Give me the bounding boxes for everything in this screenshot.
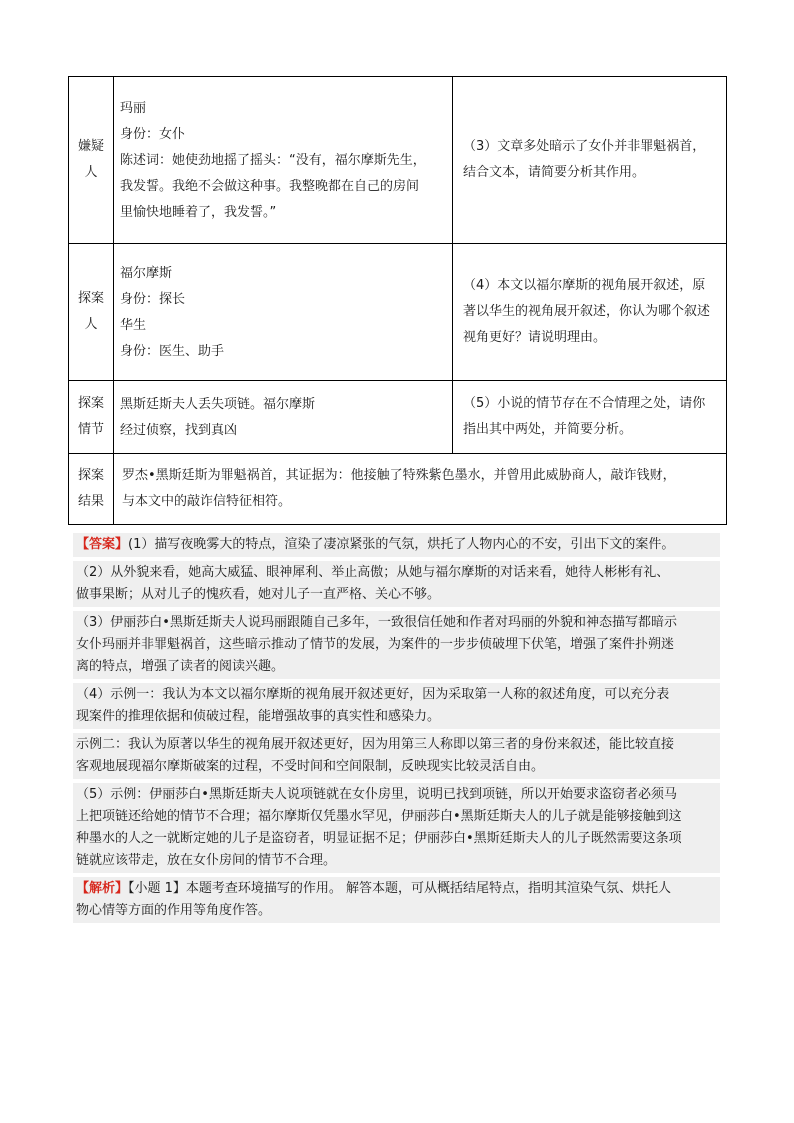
question-5 <box>453 381 727 454</box>
question-line: （5）小说的情节存在不合情理之处，请你 <box>463 396 706 411</box>
label-line: 情节 <box>77 422 104 437</box>
label-line: 探案 <box>77 468 104 483</box>
answer-text: 客观地展现福尔摩斯破案的过程，不受时间和空间限制，反映现实比较灵活自由。 <box>76 759 545 774</box>
info-line: 我发誓。我绝不会做这种事。我整晚都在自己的房间 <box>120 179 420 194</box>
answer-text: 女仆玛丽并非罪魁祸首，这些暗示推动了情节的发展，为案件的一步步侦破埋下伏笔，增强了案件扑朔迷 <box>76 637 675 652</box>
answer-text: 做事果断；从对儿子的愧疚看，她对儿子一直严格、关心不够。 <box>76 587 441 602</box>
table-row <box>69 454 727 525</box>
info-line: 玛丽 <box>120 101 147 116</box>
question-4 <box>453 244 727 381</box>
answer-text: （4）示例一：我认为本文以福尔摩斯的视角展开叙述更好，因为采取第一人称的叙述角度，可以充分表 <box>76 687 670 702</box>
answer-q4-example2 <box>73 733 720 779</box>
answer-q3 <box>73 611 720 679</box>
info-line: 身份：女仆 <box>120 127 186 142</box>
info-line: 黑斯廷斯夫人丢失项链。福尔摩斯 <box>120 397 316 412</box>
question-line: 著以华生的视角展开叙述，你认为哪个叙述 <box>463 304 711 319</box>
answer-text: 离的特点，增强了读者的阅读兴趣。 <box>76 659 285 674</box>
row-label <box>69 77 114 244</box>
answer-text: 上把项链还给她的情节不合理；福尔摩斯仅凭墨水罕见，伊丽莎白•黑斯廷斯夫人的儿子就是能够接触到这 <box>76 809 682 824</box>
answer-tag: 【答案】 <box>76 537 129 552</box>
result-info <box>114 454 727 525</box>
row-label <box>69 454 114 525</box>
answer-q5 <box>73 783 720 873</box>
label-line: 结果 <box>77 494 104 509</box>
case-table <box>68 76 727 525</box>
analysis <box>73 877 720 923</box>
answer-text: 【小题 1】本题考查环境描写的作用。 解答本题，可从概括结尾特点，指明其渲染气氛、烘托人 <box>128 881 672 896</box>
answer-text: 种墨水的人之一就断定她的儿子是盗窃者，明显证据不足；伊丽莎白•黑斯廷斯夫人的儿子既然需要这条项 <box>76 831 682 846</box>
suspect-info <box>114 77 453 244</box>
info-line: 华生 <box>120 318 147 333</box>
answer-q1 <box>73 533 720 557</box>
question-line: 视角更好？请说明理由。 <box>463 330 607 345</box>
info-line: 与本文中的敲诈信特征相符。 <box>122 494 292 509</box>
info-line: 福尔摩斯 <box>120 266 173 281</box>
info-line: 罗杰•黑斯廷斯为罪魁祸首，其证据为：他接触了特殊紫色墨水，并曾用此威胁商人，敲诈钱财， <box>122 468 676 483</box>
answer-text: (1）描写夜晚雾大的特点，渲染了凄凉紧张的气氛，烘托了人物内心的不安，引出下文的案件。 <box>128 537 675 552</box>
answer-section <box>73 533 720 927</box>
answer-text: 链就应该带走，放在女仆房间的情节不合理。 <box>76 853 337 868</box>
question-line: （3）文章多处暗示了女仆并非罪魁祸首， <box>463 139 706 154</box>
answer-q2 <box>73 561 720 607</box>
table-row <box>69 381 727 454</box>
plot-info <box>114 381 453 454</box>
detective-info <box>114 244 453 381</box>
question-3 <box>453 77 727 244</box>
table-row <box>69 77 727 244</box>
info-line: 身份：医生、助手 <box>120 344 225 359</box>
label-line: 嫌疑 <box>77 139 104 154</box>
info-line: 经过侦察，找到真凶 <box>120 423 238 438</box>
answer-text: （5）示例：伊丽莎白•黑斯廷斯夫人说项链就在女仆房里，说明已找到项链，所以开始要求盗窃者必须马 <box>76 787 677 802</box>
row-label <box>69 381 114 454</box>
analysis-tag: 【解析】 <box>76 881 129 896</box>
question-line: （4）本文以福尔摩斯的视角展开叙述，原 <box>463 278 706 293</box>
info-line: 陈述词：她使劲地摇了摇头：“没有，福尔摩斯先生， <box>120 153 426 168</box>
answer-text: 示例二：我认为原著以华生的视角展开叙述更好，因为用第三人称即以第三者的身份来叙述，能比较直接 <box>76 737 675 752</box>
row-label <box>69 244 114 381</box>
label-line: 人 <box>84 317 98 332</box>
answer-text: 物心情等方面的作用等角度作答。 <box>76 903 272 918</box>
label-line: 人 <box>84 165 98 180</box>
answer-text: （3）伊丽莎白•黑斯廷斯夫人说玛丽跟随自己多年，一致很信任她和作者对玛丽的外貌和神态描写都暗示 <box>76 615 677 630</box>
label-line: 探案 <box>77 291 104 306</box>
question-line: 结合文本，请简要分析其作用。 <box>463 165 646 180</box>
answer-text: 现案件的推理依据和侦破过程，能增强故事的真实性和感染力。 <box>76 709 441 724</box>
answer-q4-example1 <box>73 683 720 729</box>
label-line: 探案 <box>77 396 104 411</box>
question-line: 指出其中两处，并简要分析。 <box>463 422 633 437</box>
answer-text: （2）从外貌来看，她高大威猛、眼神犀利、举止高傲；从她与福尔摩斯的对话来看，她待人彬彬有礼、 <box>76 565 670 580</box>
info-line: 身份：探长 <box>120 292 186 307</box>
table-row <box>69 244 727 381</box>
info-line: 里愉快地睡着了，我发誓。” <box>120 205 277 220</box>
